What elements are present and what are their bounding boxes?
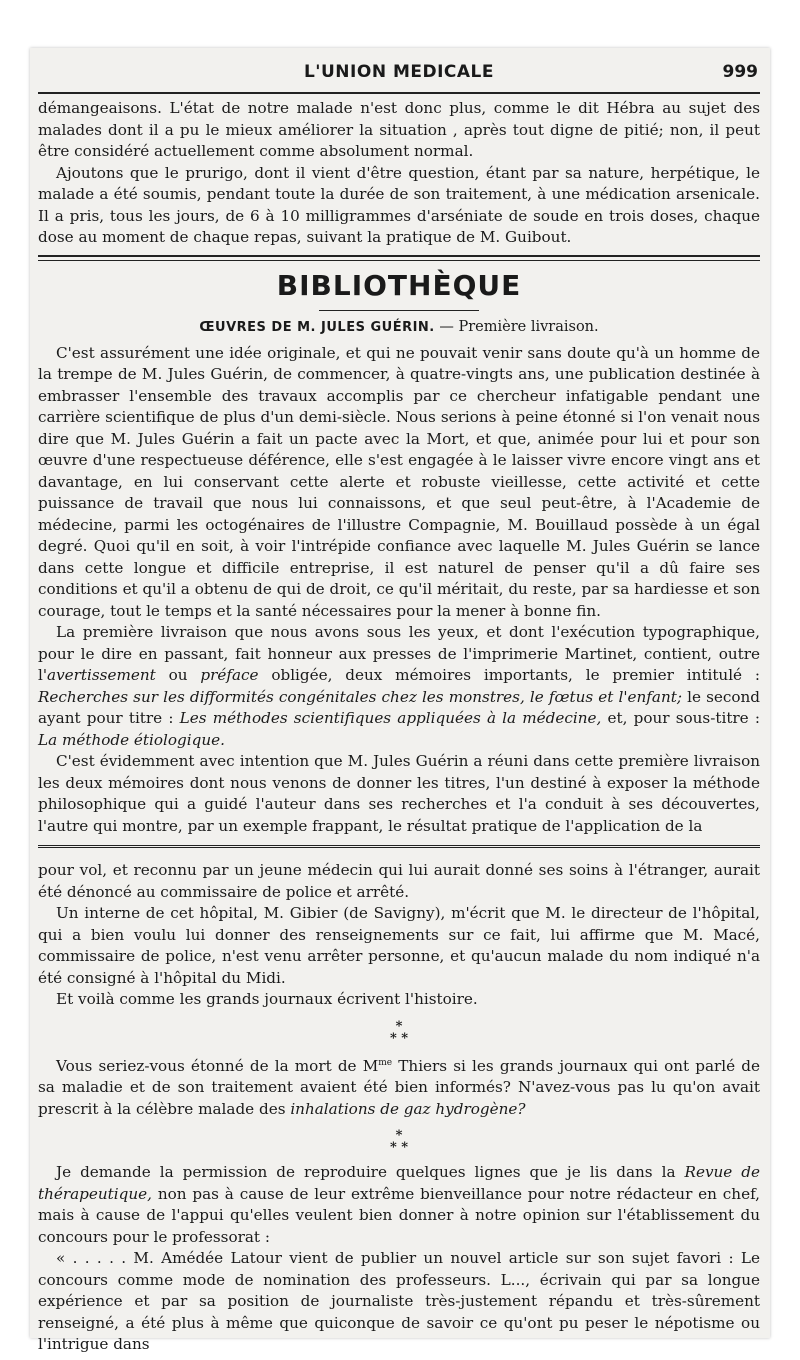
top-paragraph: démangeaisons. L'état de notre malade n'est donc plus, comme le dit Hébra au sujet des malades dont il a pu le mieux améliorer la situation , après tout digne de pitié; non, il peut être considéré actuellement comme absolument normal.: [38, 99, 760, 160]
journal-page: [30, 48, 770, 1354]
top-article-continuation: [38, 98, 760, 249]
top-paragraph: Ajoutons que le prurigo, dont il vient d'être question, étant par sa nature, herpétique, le malade a été soumis, pendant toute la durée de son traitement, à une médication arsenicale. Il a pris, tous les jours, de 6 à 10 milligrammes d'arséniate de soude en trois doses, chaque dose au moment de chaque repas, suivant la pratique de M. Guibout.: [38, 163, 760, 246]
feuilleton-paragraph: [38, 1162, 760, 1248]
review-paragraph: C'est assurément une idée originale, et qui ne pouvait venir sans doute qu'à un homme de la trempe de M. Jules Guérin, de commencer, à quatre-vingts ans, une publication destinée à embrasser l'ensemble des travaux accomplis par ce chercheur infatigable pendant une carrière scientifique de plus d'un demi-siècle. Nous serions à peine étonné si l'on venait nous dire que M. Jules Guérin a fait un pacte avec la Mort, et que, animée pour lui et pour son œuvre d'une respectueuse déférence, elle s'est engagée à le laisser vivre encore vingt ans et davantage, en lui conservant cette alerte et robuste vieillesse, cette activité et cette puissance de travail que nous lui connaissons, et que seul peut-être, à l'Academie de médecine, parmi les octogénaires de l'illustre Compagnie, M. Bouillaud possède à un égal degré. Quoi qu'il en soit, à voir l'intrépide confiance avec laquelle M. Jules Guérin se lance dans cette longue et difficile entreprise, il est naturel de penser qu'il a dû faire ses conditions et qu'il a obtenu de qui de droit, ce qu'il méritait, du reste, par sa hardiesse et son courage, tout le temps et la santé nécessaires pour la mener à bonne fin.: [38, 343, 760, 620]
text-run: Je demande la permission de reproduire quelques lignes que je lis dans la: [56, 1163, 685, 1182]
text-run: ou: [155, 666, 201, 684]
text-run: obligée, deux mémoires importants, le premier intitulé :: [258, 666, 760, 684]
bibliotheque-section: [38, 269, 760, 838]
journal-title: L'UNION MEDICALE: [303, 62, 495, 82]
asterism-separator: [38, 1130, 760, 1154]
italic-phrase: inhalations de gaz hydrogène?: [290, 1099, 526, 1118]
works-title: ŒUVRES DE M. JULES GUÉRIN.: [199, 319, 435, 335]
asterism-bottom: * *: [389, 1030, 409, 1046]
feuilleton-paragraph: « . . . . . M. Amédée Latour vient de publier un nouvel article sur son sujet favori : Le concours comme mode de nomination des professeurs. L..., écrivain qui par sa longue expérience et par sa position de journaliste très-justement répandu et très-sûrement renseigné, a été plus à même que quiconque de savoir ce qu'ont pu peser le népotisme ou l'intrigue dans: [38, 1249, 760, 1354]
header-rule: [38, 92, 760, 94]
asterism-top: *: [395, 1128, 403, 1144]
page-content: [38, 58, 761, 1354]
memoir-subtitle: La méthode étiologique.: [38, 730, 225, 749]
italic-term: avertissement: [47, 666, 156, 684]
subtitle-rest: — Première livraison.: [434, 318, 599, 335]
text-run: le second ayant pour titre :: [38, 687, 761, 727]
column-divider: [38, 845, 760, 852]
title-underline: [319, 310, 479, 311]
feuilleton-paragraph: [38, 1053, 760, 1121]
text-run: et, pour sous-titre :: [601, 709, 760, 727]
feuilleton-paragraph: pour vol, et reconnu par un jeune médecin qui lui aurait donné ses soins à l'étranger, aurait été dénoncé au commissaire de police et arrêté.: [38, 861, 760, 901]
asterism-separator: [38, 1018, 760, 1046]
text-run: Vous seriez-vous étonné de la mort de M: [56, 1056, 379, 1075]
text-run: Thiers si les grands journaux qui ont parlé de sa maladie et de son traitement avaient été bien informés? N'avez-vous pas lu qu'on avait prescrit à la célèbre malade des: [38, 1056, 761, 1118]
feuilleton-paragraph: Un interne de cet hôpital, M. Gibier (de Savigny), m'écrit que M. le directeur de l'hôpital, qui a bien voulu lui donner des renseignements sur ce fait, lui affirme que M. Macé, commissaire de police, n'est venu arrêter personne, et qu'aucun malade du nom indiqué n'a été consigné à l'hôpital du Midi.: [38, 904, 760, 987]
asterism-top: *: [395, 1018, 403, 1034]
memoir-title: Recherches sur les difformités congénitales chez les monstres, le fœtus et l'enfant;: [38, 687, 682, 706]
review-paragraph: [38, 622, 760, 751]
running-header: [38, 58, 760, 92]
text-run: La première livraison que nous avons sous les yeux, et dont l'exécution typographique, pour le dire en passant, fait honneur aux presses de l'imprimerie Martinet, contient, outre l': [38, 623, 760, 684]
review-paragraph: C'est évidemment avec intention que M. Jules Guérin a réuni dans cette première livraison les deux mémoires dont nous venons de donner les titres, l'un destiné à exposer la méthode philosophique qui a guidé l'auteur dans ses recherches et l'a conduit à ses découvertes, l'autre qui montre, par un exemple frappant, le résultat pratique de l'application de la: [38, 752, 760, 835]
section-subtitle: [38, 319, 760, 335]
asterism-bottom: * *: [389, 1140, 409, 1156]
feuilleton-paragraph: Et voilà comme les grands journaux écrivent l'histoire.: [56, 990, 478, 1008]
italic-term: préface: [200, 666, 259, 684]
memoir-title: Les méthodes scientifiques appliquées à la médecine,: [179, 709, 602, 727]
page-number: 999: [722, 62, 758, 82]
section-divider: [38, 255, 760, 261]
journal-name: Revue de thérapeutique,: [38, 1163, 760, 1203]
lower-feuilleton: [38, 860, 760, 1356]
superscript: me: [378, 1057, 393, 1068]
text-run: non pas à cause de leur extrême bienveillance pour notre rédacteur en chef, mais à cause de l'appui qu'elles veulent bien donner à notre opinion sur l'établissement du concours pour le professorat :: [38, 1184, 760, 1246]
section-title: BIBLIOTHÈQUE: [276, 268, 522, 302]
